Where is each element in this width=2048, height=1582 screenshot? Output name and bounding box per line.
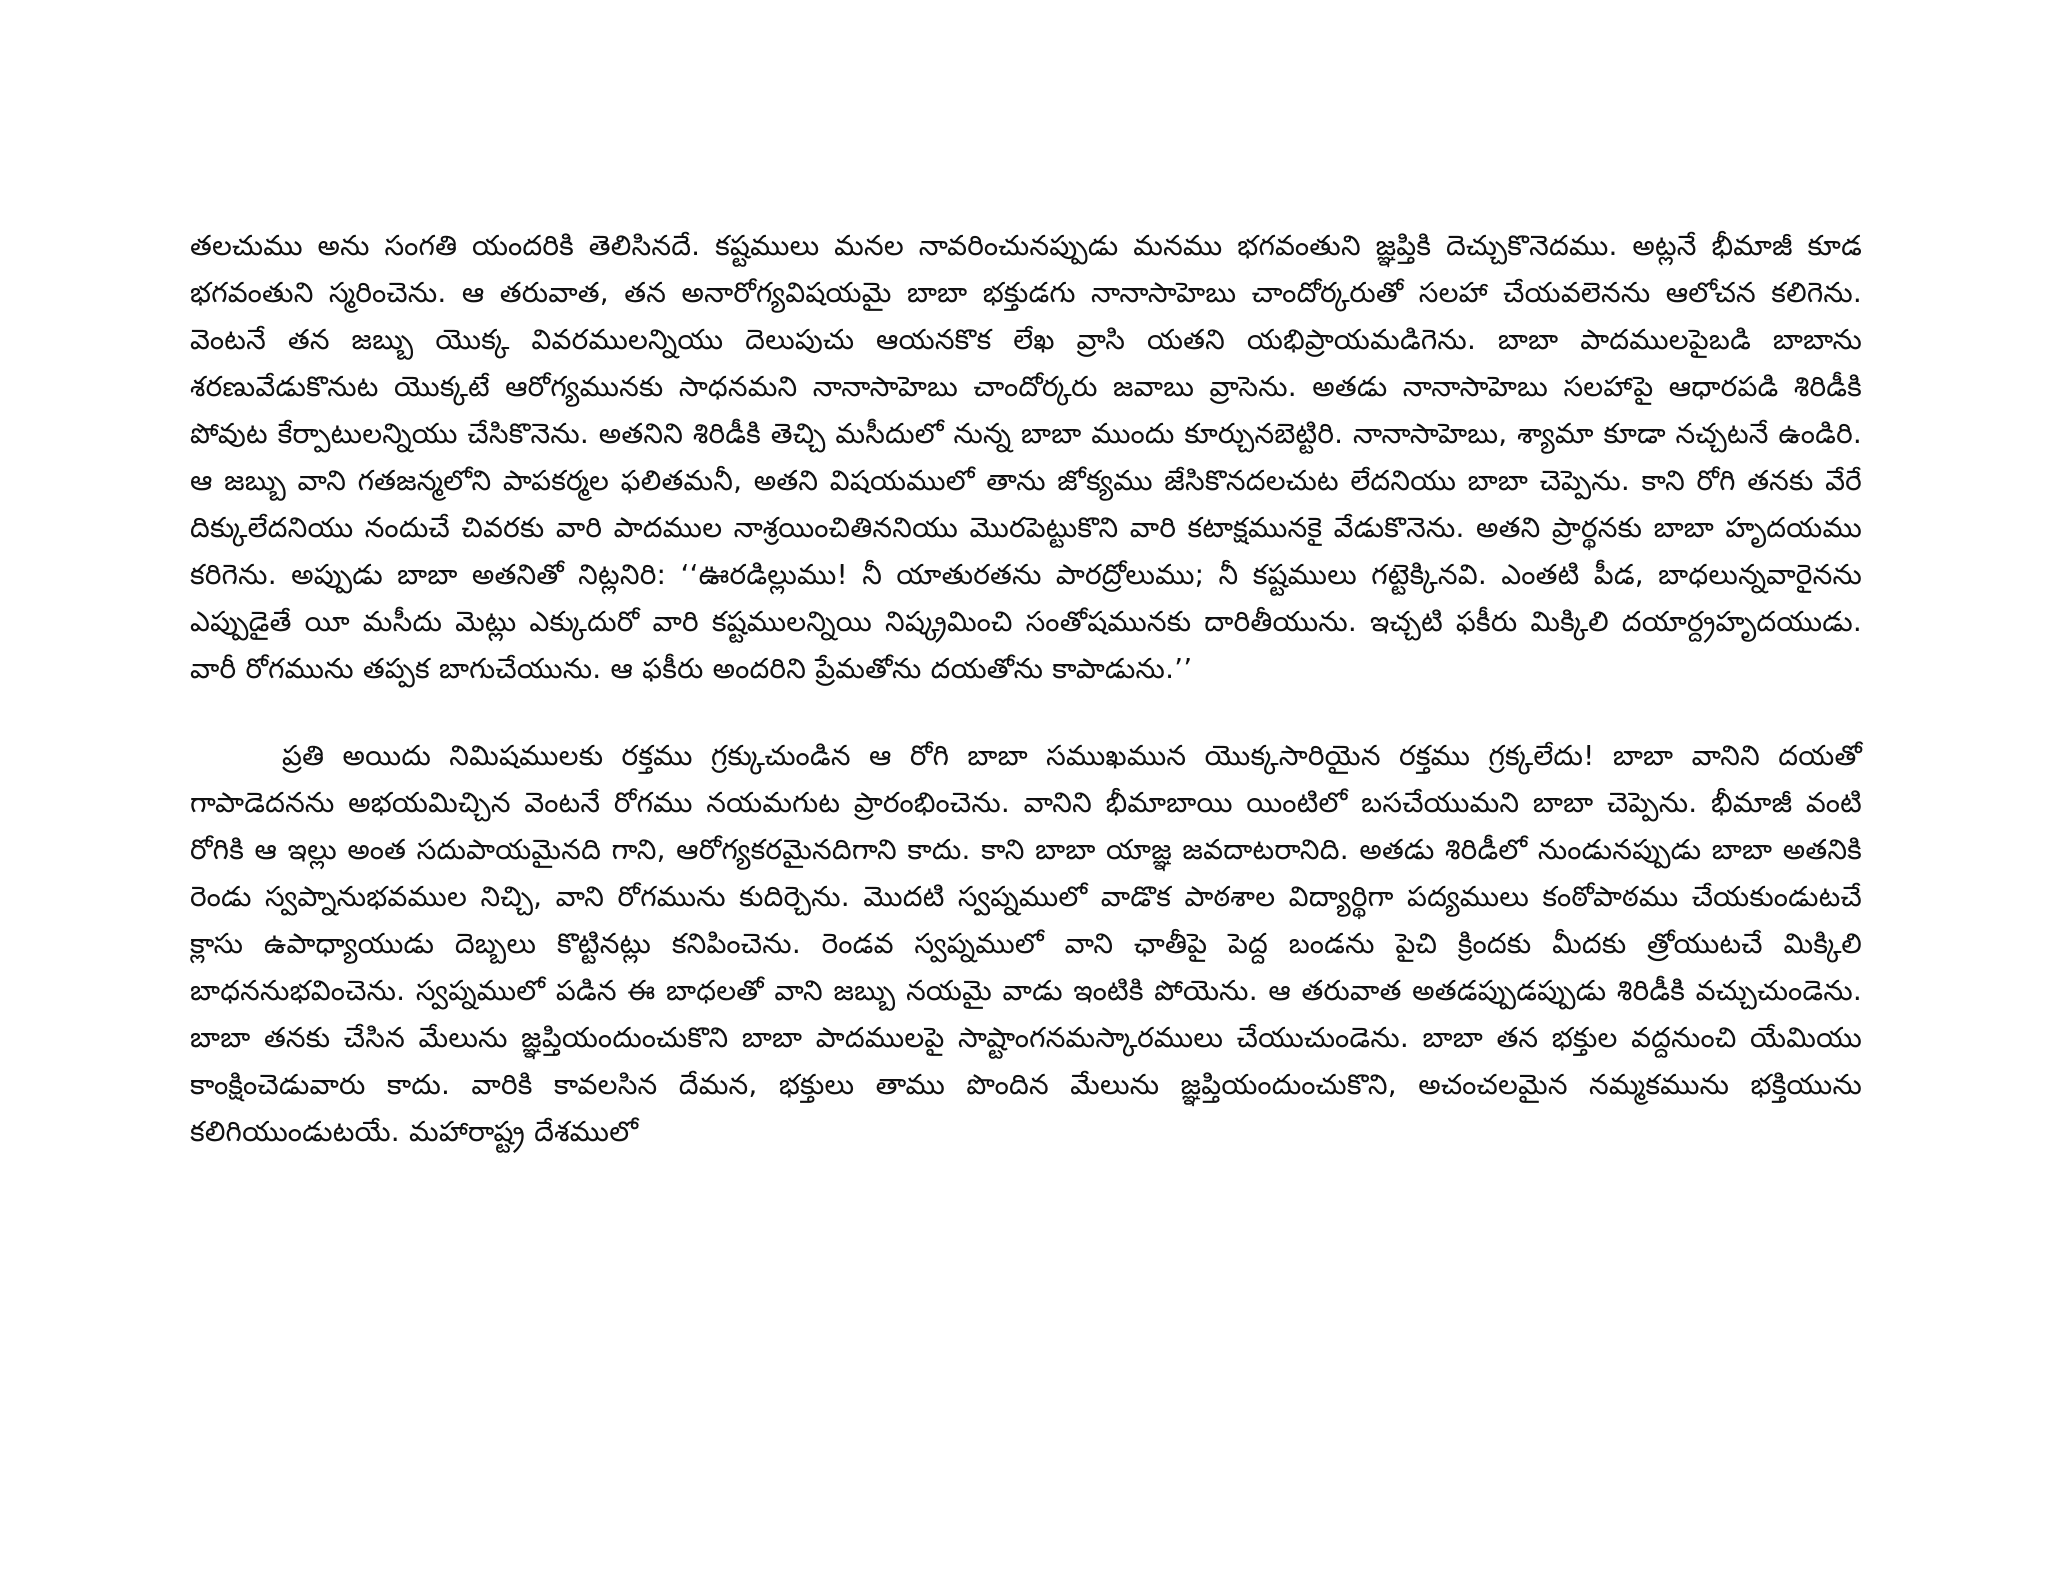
paragraph-2: ప్రతి అయిదు నిమిషములకు రక్తము గ్రక్కుచుండిన ఆ రోగి బాబా సముఖమున యొక్కసారియైన రక్తము గ్రక్కలేదు! బాబా వానిని దయతో గాపాడెదనను అభయమిచ్చిన వెంటనే రోగము నయమగుట ప్రారంభించెను. వానిని భీమాబాయి యింటిలో బసచేయుమని బాబా చెప్పెను. భీమాజీ వంటి రోగికి ఆ ఇల్లు అంత సదుపాయమైనది గాని, ఆరోగ్యకరమైనదిగాని కాదు. కాని బాబా యాజ్ఞ జవదాటరానిది. అతడు శిరిడీలో నుండునప్పుడు బాబా అతనికి రెండు స్వప్నానుభవముల నిచ్చి, వాని రోగమును కుదిర్చెను. మొదటి స్వప్నములో వాడొక పాఠశాల విద్యార్థిగా పద్యములు కంఠోపాఠము చేయకుండుటచే క్లాసు ఉపాధ్యాయుడు దెబ్బలు కొట్టినట్లు కనిపించెను. రెండవ స్వప్నములో వాని ఛాతీపై పెద్ద బండను పైచి క్రిందకు మీదకు త్రోయుటచే మిక్కిలి బాధననుభవించెను. స్వప్నములో పడిన ఈ బాధలతో వాని జబ్బు నయమై వాడు ఇంటికి పోయెను. ఆ తరువాత అతడప్పుడప్పుడు శిరిడీకి వచ్చుచుండెను. బాబా తనకు చేసిన మేలును జ్ఞప్తియందుంచుకొని బాబా పాదములపై సాష్టాంగనమస్కారములు చేయుచుండెను. బాబా తన భక్తుల వద్దనుంచి యేమియు కాంక్షించెడువారు కాదు. వారికి కావలసిన దేమన, భక్తులు తాము పొందిన మేలును జ్ఞప్తియందుంచుకొని, అచంచలమైన నమ్మకమును భక్తియును కలిగియుండుటయే. మహారాష్ట్ర దేశములో: [190, 739, 1862, 1148]
paragraph-1: తలచుము అను సంగతి యందరికి తెలిసినదే. కష్టములు మనల నావరించునప్పుడు మనము భగవంతుని జ్ఞప్తికి దెచ్చుకొనెదము. అట్లనే భీమాజీ కూడ భగవంతుని స్మరించెను. ఆ తరువాత, తన అనారోగ్యవిషయమై బాబా భక్తుడగు నానాసాహెబు చాందోర్కరుతో సలహా చేయవలెనను ఆలోచన కలిగెను. వెంటనే తన జబ్బు యొక్క వివరములన్నియు దెలుపుచు ఆయనకొక లేఖ వ్రాసి యతని యభిప్రాయమడిగెను. బాబా పాదములపైబడి బాబాను శరణువేడుకొనుట యొక్కటే ఆరోగ్యమునకు సాధనమని నానాసాహెబు చాందోర్కరు జవాబు వ్రాసెను. అతడు నానాసాహెబు సలహాపై ఆధారపడి శిరిడీకి పోవుట కేర్పాటులన్నియు చేసికొనెను. అతనిని శిరిడీకి తెచ్చి మసీదులో నున్న బాబా ముందు కూర్చునబెట్టిరి. నానాసాహెబు, శ్యామా కూడా నచ్చటనే ఉండిరి. ఆ జబ్బు వాని గతజన్మలోని పాపకర్మల ఫలితమనీ, అతని విషయములో తాను జోక్యము జేసికొనదలచుట లేదనియు బాబా చెప్పెను. కాని రోగి తనకు వేరే దిక్కులేదనియు నందుచే చివరకు వారి పాదముల నాశ్రయించితిననియు మొరపెట్టుకొని వారి కటాక్షమునకై వేడుకొనెను. అతని ప్రార్థనకు బాబా హృదయము కరిగెను. అప్పుడు బాబా అతనితో నిట్లనిరి: ‘‘ఊరడిల్లుము! నీ యాతురతను పారద్రోలుము; నీ కష్టములు గట్టెక్కినవి. ఎంతటి పీడ, బాధలున్నవారైనను ఎప్పుడైతే యీ మసీదు మెట్లు ఎక్కుదురో వారి కష్టములన్నియి నిష్క్రమించి సంతోషమునకు దారితీయును. ఇచ్చటి ఫకీరు మిక్కిలి దయార్ద్రహృదయుడు. వారీ రోగమును తప్పక బాగుచేయును. ఆ ఫకీరు అందరిని ప్రేమతోను దయతోను కాపాడును.’’: [190, 229, 1862, 685]
document-page: [190, 222, 1862, 1382]
